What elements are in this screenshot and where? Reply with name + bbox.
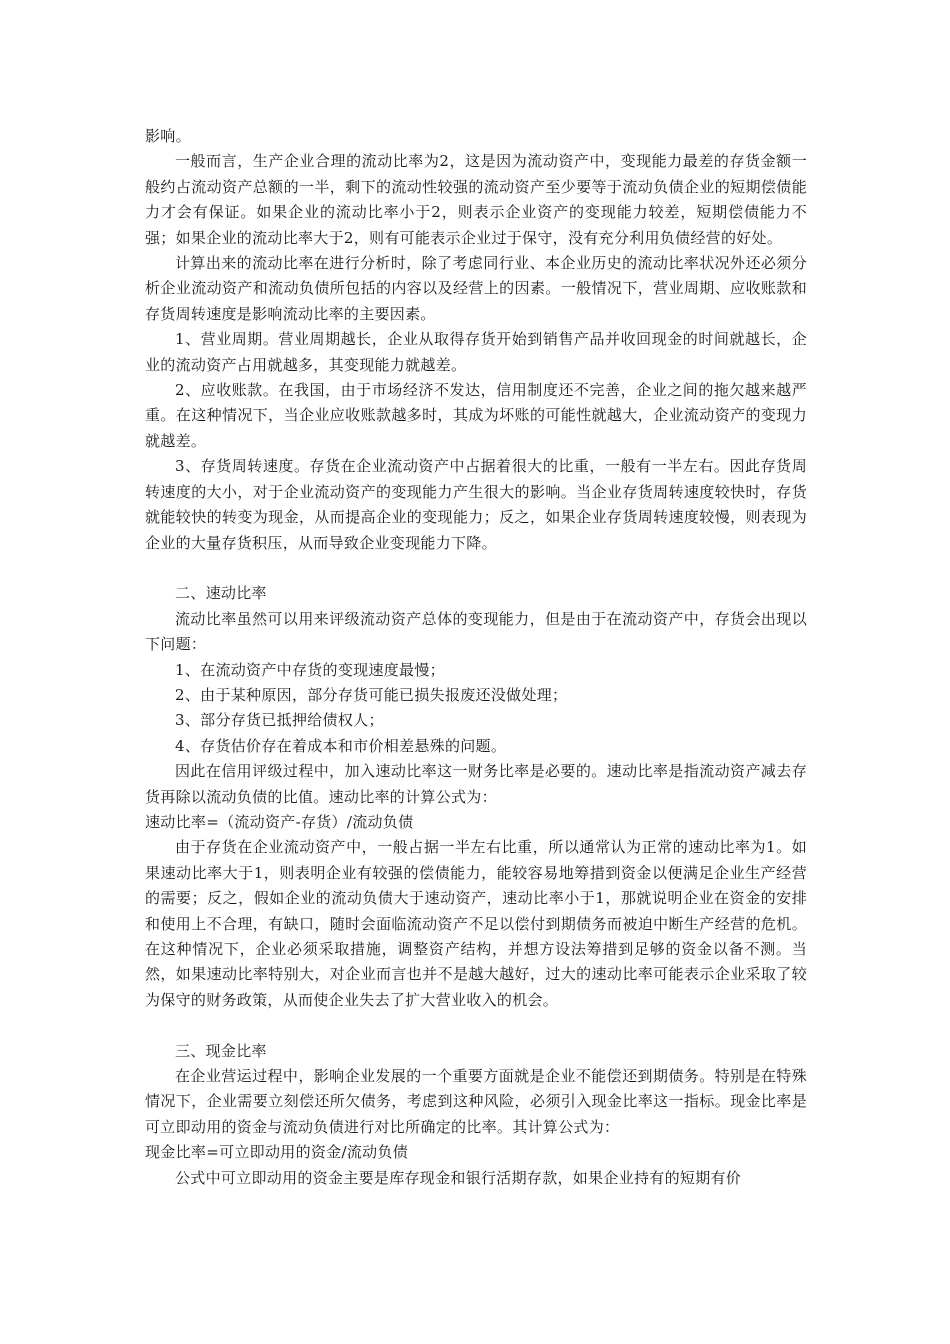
paragraph-cash-intro: 在企业营运过程中，影响企业发展的一个重要方面就是企业不能偿还到期债务。特别是在特殊情况下，企业需要立刻偿还所欠债务，考虑到这种风险，必须引入现金比率这一指标。现金比率是可立即动用的资金与流动负债进行对比所确定的比率。其计算公式为： [145,1067,807,1136]
section-heading-quick-ratio: 二、速动比率 [175,584,267,603]
formula-quick-ratio: 速动比率=（流动资产-存货）/流动负债 [145,812,414,831]
paragraph-current-ratio-norm: 一般而言，生产企业合理的流动比率为2，这是因为流动资产中，变现能力最差的存货金额一般约占流动资产总额的一半，剩下的流动性较强的流动资产至少要等于流动负债企业的短期偿债能力才会有保证。如果企业的流动比率小于2，则表示企业资产的变现能力较差，短期偿债能力不强；如果企业的流动比率大于2，则有可能表示企业过于保守，没有充分利用负债经营的好处。 [145,152,807,247]
paragraph-operating-cycle: 1、营业周期。营业周期越长，企业从取得存货开始到销售产品并收回现金的时间就越长，企业的流动资产占用就越多，其变现能力就越差。 [145,330,807,374]
paragraph-cash-details: 公式中可立即动用的资金主要是库存现金和银行活期存款，如果企业持有的短期有价 [175,1168,742,1187]
document-page [145,124,807,1191]
list-item: 3、部分存货已抵押给债权人； [175,711,384,730]
paragraph-analysis-factors: 计算出来的流动比率在进行分析时，除了考虑同行业、本企业历史的流动比率状况外还必须分析企业流动资产和流动负债所包括的内容以及经营上的因素。一般情况下，营业周期、应收账款和存货周转速度是影响流动比率的主要因素。 [145,254,807,323]
paragraph-inventory-turnover: 3、存货周转速度。存货在企业流动资产中占据着很大的比重，一般有一半左右。因此存货周转速度的大小，对于企业流动资产的变现能力产生很大的影响。当企业存货周转速度较快时，存货就能较快的转变为现金，从而提高企业的变现能力；反之，如果企业存货周转速度较慢，则表现为企业的大量存货积压，从而导致企业变现能力下降。 [145,457,807,552]
paragraph-quick-definition: 因此在信用评级过程中，加入速动比率这一财务比率是必要的。速动比率是指流动资产减去存货再除以流动负债的比值。速动比率的计算公式为： [145,762,807,806]
paragraph-quick-interpretation: 由于存货在企业流动资产中，一般占据一半左右比重，所以通常认为正常的速动比率为1。如果速动比率大于1，则表明企业有较强的偿债能力，能较容易地筹措到资金以便满足企业生产经营的需要；反之，假如企业的流动负债大于速动资产，速动比率小于1，那就说明企业在资金的安排和使用上不合理，有缺口，随时会面临流动资产不足以偿付到期债务而被迫中断生产经营的危机。在这种情况下，企业必须采取措施，调整资产结构，并想方设法筹措到足够的资金以备不测。当然，如果速动比率特别大，对企业而言也并不是越大越好，过大的速动比率可能表示企业采取了较为保守的财务政策，从而使企业失去了扩大营业收入的机会。 [145,838,807,1009]
section-heading-cash-ratio: 三、现金比率 [175,1041,267,1060]
paragraph-continuation: 影响。 [145,127,191,145]
list-item: 4、存货估价存在着成本和市价相差悬殊的问题。 [175,736,507,755]
paragraph-quick-intro: 流动比率虽然可以用来评级流动资产总体的变现能力，但是由于在流动资产中，存货会出现以下问题： [145,609,807,654]
list-item: 1、在流动资产中存货的变现速度最慢； [175,660,445,679]
formula-cash-ratio: 现金比率=可立即动用的资金/流动负债 [145,1143,409,1162]
section-gap [145,1013,807,1038]
paragraph-receivables: 2、应收账款。在我国，由于市场经济不发达，信用制度还不完善，企业之间的拖欠越来越严重。在这种情况下，当企业应收账款越多时，其成为坏账的可能性就越大，企业流动资产的变现力就越差。 [145,381,807,450]
list-item: 2、由于某种原因，部分存货可能已损失报废还没做处理； [175,685,568,704]
section-gap [145,556,807,581]
